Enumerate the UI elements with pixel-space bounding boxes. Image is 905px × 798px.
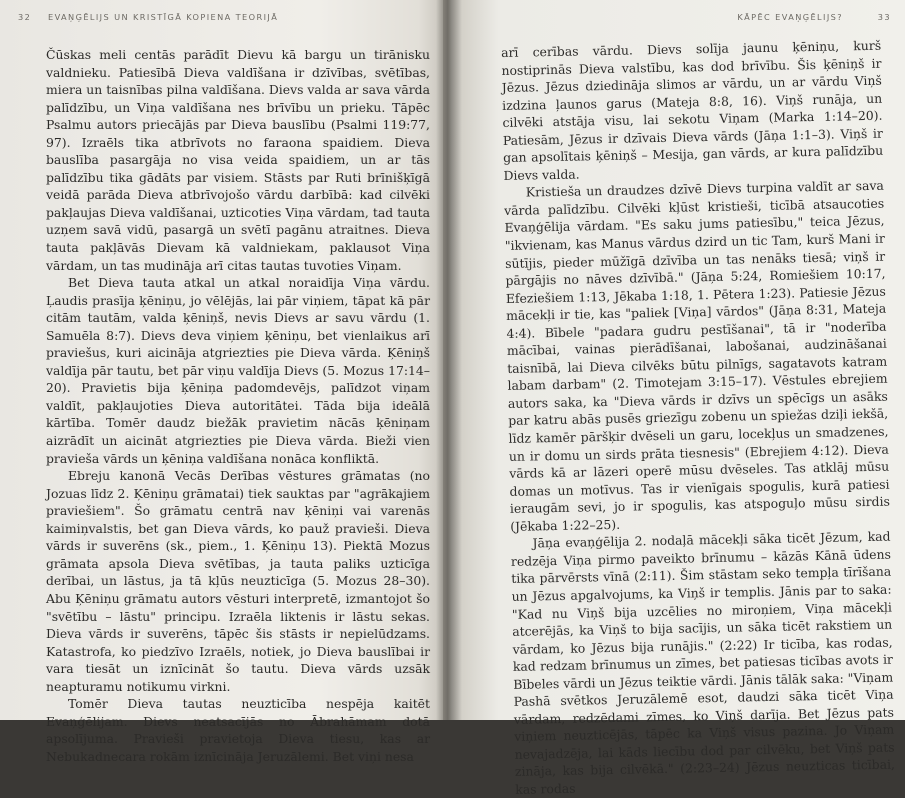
page-number: 32 (18, 12, 32, 22)
paragraph: Čūskas meli centās parādīt Dievu kā bargu un tirānisku valdnieku. Patiesībā Dieva valdīšana ir dzīvības, svētības, miera un taisnības pilna valdīšana. Dievs valda ar sava vārda palīdzību, un Viņa valdīšana nes brīvību un prieku. Tāpēc Psalmu autors priecājās par Dieva bauslību (Psalmi 119:77, 97). Izraēls tika atbrīvots no faraona spaidiem. Dieva bauslība pasargāja no visa veida spaidiem, un ar tās palīdzību tika gādāts par visiem. Stāsts par Ruti brīnišķīgā veidā parāda Dieva atbrīvojošo vārdu darbībā: kad cilvēki pakļaujas Dieva valdīšanai, uzticoties Viņa vārdam, tad tauta uzņem savā vidū, pasargā un svētī pagānu atraitnes. Dieva tauta pakļāvās Dievam kā valdniekam, paklausot Viņa vārdam, un tas mudināja arī citas tautas tuvoties Viņam. (46, 47, 430, 273)
paragraph: Bet Dieva tauta atkal un atkal noraidīja Viņa vārdu. Ļaudis prasīja ķēniņu, jo vēlējās, lai pār viņiem, tāpat kā pār citām tautām, valda ķēniņš, nevis Dievs ar savu vārdu (1. Samuēla 8:7). Dievs deva viņiem ķēniņu, bet vienlaikus arī praviešus, kuri aicināja atgriezties pie Dieva vārda. Ķēniņš valdīja pār tautu, bet pār viņu valdīja Dievs (5. Mozus 17:14–20). Pravietis bija ķēniņa padomdevējs, palīdzot viņam valdīt, pakļaujoties Dieva autoritātei. Tāda bija ideālā kārtība. Tomēr daudz biežāk pravietim nācās ķēniņam aizrādīt un aicināt atgriezties pie Dieva vārda. Bieži vien pravieša vārds un ķēniņa valdīšana nonāca konfliktā. (46, 275, 430, 466)
left-page (0, 0, 455, 764)
running-head: KĀPĒC EVAŅĢĒLIJS? (737, 12, 843, 22)
paragraph: Jāņa evaņģēlija 2. nodaļā mācekļi sāka ticēt Jēzum, kad redzēja Viņa pirmo paveikto brīnumu – kāzās Kānā ūdens tika pārvērsts vīnā (2:11). Šim stāstam seko tempļa tīrīšana un Jēzus apgalvojums, ka Viņš ir templis. Jānis par to saka: "Kad nu Viņš bija uzcēlies no miroņiem, Viņa mācekļi atcerējās, ka Viņš to bija sacījis, un sāka ticēt rakstiem un vārdam, ko Jēzus bija runājis." (2:22) Ir ticība, kas rodas, kad redzam brīnumus un zīmes, bet patiesas ticības avots ir Bībeles vārdi un Jēzus teiktie vārdi. Jānis tālāk saka: "Viņam Pashā svētkos Jeruzālemē esot, daudzi sāka ticēt Viņa vārdam, redzēdami zīmes, ko Viņš darīja. Bet Jēzus pats viņiem neuzticējās, tāpēc ka Viņš visus pazina. Jo Viņam nevajadzēja, lai kāds liecību dod par cilvēku, bet Viņš pats zināja, kas bija cilvēkā." (2:23–24) Jēzus neuzticas ticībai, kas rodas (510, 528, 896, 797)
running-head: EVAŅĢĒLIJS UN KRISTĪGĀ KOPIENA TEORIJĀ (48, 12, 279, 22)
page-number: 33 (877, 12, 891, 22)
right-page-body (501, 37, 895, 798)
paragraph: Ebreju kanonā Vecās Derības vēstures grāmatas (no Jozuas līdz 2. Ķēniņu grāmatai) tiek sauktas par "agrākajiem praviešiem". Šo grāmatu centrā nav ķēniņi vai varenās kaimiņvalstis, bet gan Dieva vārds, ko pauž pravieši. Dieva vārds ir suverēns (sk., piem., 1. Ķēniņu 13). Piektā Mozus grāmata apsola Dieva svētības, ja tauta paliks uzticīga derībai, un lāstus, ja tā kļūs neuzticīga (5. Mozus 28–30). Abu Ķēniņu grāmatu autors vēsturi interpretē, izmantojot šo "svētību – lāstu" principu. Izraēla liktenis ir lāstu sekas. Dieva vārds ir suverēns, tāpēc šis stāsts ir nepielūdzams. Katastrofa, ko piedzīvo Izraēls, notiek, jo Dieva bauslībai ir vara tiesāt un iznīcināt šo tautu. Dieva vārds uzsāk neapturamu notikumu virkni. (46, 468, 430, 694)
left-page-body (46, 46, 430, 765)
book-gutter (436, 0, 462, 720)
right-page (443, 0, 905, 797)
paragraph: arī cerības vārdu. Dievs solīja jaunu ķēniņu, kurš nostiprinās Dieva valstību, kas dod brīvību. Šis ķēniņš ir Jēzus. Jēzus dziedināja slimos ar vārdu, un ar vārdu Viņš izdzina ļaunos garus (Mateja 8:8, 16). Viņš runāja, un cilvēki atstāja visu, lai sekotu Viņam (Marka 1:14–20). Patiesām, Jēzus ir dzīvais Dieva vārds (Jāņa 1:1–3). Viņš ir gan apsolītais ķēniņš – Mesija, gan vārds, ar kura palīdzību Dievs valda. (501, 37, 884, 183)
paragraph: Tomēr Dieva tautas neuzticība nespēja kaitēt Evaņģēlijam. Dievs neatsacījās no Ābrahāmam dotā apsolījuma. Pravieši pravietoja Dieva tiesu, kas ar Nebukadnecara rokām iznīcināja Jeruzālemi. Bet viņi nesa (46, 696, 430, 764)
paragraph: Kristieša un draudzes dzīvē Dievs turpina valdīt ar sava vārda palīdzību. Cilvēki kļūst kristieši, ticībā atsaucoties Evaņģēlija vārdam. "Es saku jums patiesību," teica Jēzus, "ikvienam, kas Manus vārdus dzird un tic Tam, kurš Mani ir sūtījis, pieder mūžīgā dzīvība un tas nenāks tiesā; viņš ir pārgājis no nāves dzīvībā." (Jāņa 5:24, Romiešiem 10:17, Efeziešiem 1:13, Jēkaba 1:18, 1. Pētera 1:23). Patiesie Jēzus mācekļi ir tie, kas "paliek [Viņa] vārdos" (Jāņa 8:31, Mateja 4:4). Bībele "padara gudru pestīšanai", tā ir "noderība mācībai, vainas pierādīšanai, labošanai, audzināšanai taisnībā, lai Dieva cilvēks būtu pilnīgs, sagatavots katram labam darbam" (2. Timotejam 3:15–17). Vēstules ebrejiem autors saka, ka "Dieva vārds ir dzīvs un spēcīgs un asāks par katru abās pusēs griezīgu zobenu un spiežas dziļi iekšā, līdz kamēr pāršķir dvēseli un garu, locekļus un smadzenes, un ir domu un sirds prāta tiesnesis" (Ebrejiem 4:12). Dieva vārds kā ar lāzeri operē mūsu dvēseles. Tas atklāj mūsu domas un motīvus. Tas ir vienīgais spogulis, kurā patiesi ieraugām sevi, jo ir spogulis, kas atspoguļo mūsu sirdis (Jēkaba 1:22–25). (504, 178, 890, 534)
